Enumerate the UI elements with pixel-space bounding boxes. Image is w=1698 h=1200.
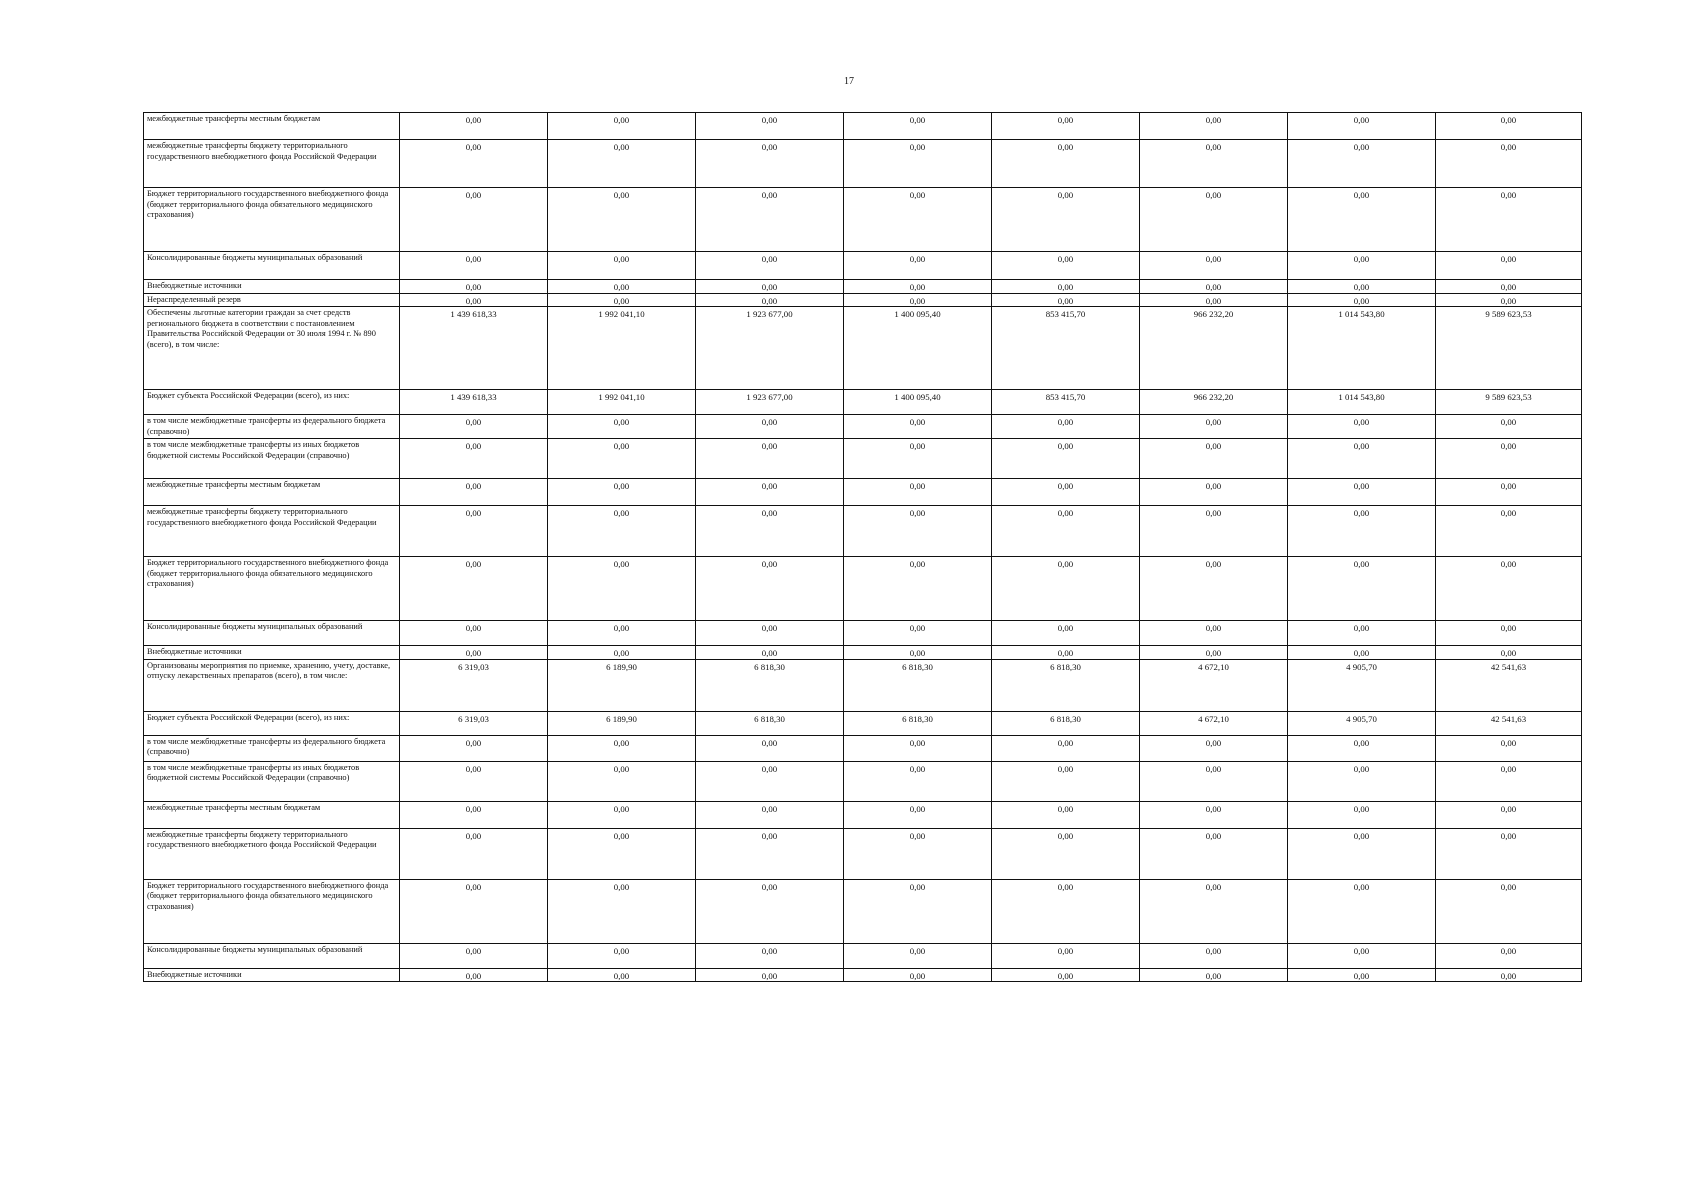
row-value-col-4: 0,00 [844, 280, 992, 294]
row-label: межбюджетные трансферты бюджету территориального государственного внебюджетного фонда Российской Федерации [144, 828, 400, 879]
row-value-col-7: 0,00 [1288, 801, 1436, 828]
row-label: Консолидированные бюджеты муниципальных образований [144, 621, 400, 646]
row-value-col-4: 0,00 [844, 801, 992, 828]
row-value-col-1: 0,00 [400, 280, 548, 294]
row-value-col-4: 0,00 [844, 761, 992, 801]
row-value-col-8: 0,00 [1436, 280, 1582, 294]
row-value-col-6: 0,00 [1140, 140, 1288, 188]
row-value-col-5: 0,00 [992, 646, 1140, 660]
table-row [144, 761, 1582, 801]
page-number: 17 [844, 76, 854, 87]
table-row [144, 307, 1582, 390]
row-value-col-5: 0,00 [992, 801, 1140, 828]
row-value-col-8: 0,00 [1436, 621, 1582, 646]
row-value-col-2: 0,00 [548, 280, 696, 294]
row-value-col-4: 0,00 [844, 506, 992, 557]
row-value-col-7: 0,00 [1288, 415, 1436, 439]
row-value-col-7: 0,00 [1288, 943, 1436, 968]
table-row [144, 943, 1582, 968]
row-value-col-2: 0,00 [548, 879, 696, 943]
row-label: Бюджет территориального государственного внебюджетного фонда (бюджет территориального фонда обязательного медицинского страхования) [144, 879, 400, 943]
row-value-col-3: 0,00 [696, 621, 844, 646]
row-label: в том числе межбюджетные трансферты из иных бюджетов бюджетной системы Российской Федерации (справочно) [144, 439, 400, 479]
row-value-col-1: 0,00 [400, 621, 548, 646]
row-value-col-2: 0,00 [548, 140, 696, 188]
row-value-col-5: 853 415,70 [992, 307, 1140, 390]
row-label: Внебюджетные источники [144, 646, 400, 660]
row-value-col-7: 0,00 [1288, 828, 1436, 879]
row-label: в том числе межбюджетные трансферты из иных бюджетов бюджетной системы Российской Федерации (справочно) [144, 761, 400, 801]
row-value-col-6: 0,00 [1140, 479, 1288, 506]
row-value-col-3: 0,00 [696, 252, 844, 280]
row-value-col-2: 0,00 [548, 557, 696, 621]
row-value-col-3: 0,00 [696, 188, 844, 252]
row-value-col-6: 0,00 [1140, 506, 1288, 557]
row-value-col-1: 1 439 618,33 [400, 307, 548, 390]
row-value-col-1: 6 319,03 [400, 711, 548, 735]
row-value-col-6: 4 672,10 [1140, 659, 1288, 711]
row-value-col-2: 0,00 [548, 828, 696, 879]
row-value-col-2: 0,00 [548, 415, 696, 439]
row-value-col-7: 0,00 [1288, 439, 1436, 479]
row-value-col-8: 0,00 [1436, 557, 1582, 621]
row-value-col-4: 0,00 [844, 140, 992, 188]
row-value-col-6: 0,00 [1140, 280, 1288, 294]
row-value-col-4: 0,00 [844, 557, 992, 621]
table-row [144, 113, 1582, 140]
row-value-col-6: 0,00 [1140, 828, 1288, 879]
row-value-col-7: 4 905,70 [1288, 711, 1436, 735]
row-value-col-5: 0,00 [992, 188, 1140, 252]
table-row [144, 557, 1582, 621]
row-value-col-2: 0,00 [548, 439, 696, 479]
row-value-col-4: 0,00 [844, 293, 992, 307]
row-value-col-7: 0,00 [1288, 761, 1436, 801]
row-value-col-1: 0,00 [400, 943, 548, 968]
row-value-col-3: 0,00 [696, 506, 844, 557]
row-value-col-6: 0,00 [1140, 113, 1288, 140]
row-value-col-3: 0,00 [696, 280, 844, 294]
row-value-col-4: 0,00 [844, 415, 992, 439]
row-value-col-7: 0,00 [1288, 252, 1436, 280]
row-value-col-7: 0,00 [1288, 479, 1436, 506]
row-value-col-3: 0,00 [696, 828, 844, 879]
row-value-col-8: 0,00 [1436, 735, 1582, 761]
row-value-col-8: 0,00 [1436, 415, 1582, 439]
row-label: в том числе межбюджетные трансферты из федерального бюджета (справочно) [144, 735, 400, 761]
row-value-col-6: 4 672,10 [1140, 711, 1288, 735]
row-value-col-6: 0,00 [1140, 735, 1288, 761]
row-value-col-7: 1 014 543,80 [1288, 307, 1436, 390]
row-value-col-1: 0,00 [400, 188, 548, 252]
table-row [144, 293, 1582, 307]
row-value-col-8: 0,00 [1436, 140, 1582, 188]
row-value-col-4: 1 400 095,40 [844, 307, 992, 390]
row-value-col-3: 0,00 [696, 293, 844, 307]
row-value-col-2: 0,00 [548, 293, 696, 307]
row-value-col-5: 0,00 [992, 968, 1140, 982]
row-value-col-6: 0,00 [1140, 293, 1288, 307]
table-row [144, 252, 1582, 280]
row-value-col-6: 0,00 [1140, 188, 1288, 252]
row-value-col-3: 0,00 [696, 879, 844, 943]
row-value-col-5: 0,00 [992, 252, 1140, 280]
row-value-col-6: 0,00 [1140, 621, 1288, 646]
row-label: Консолидированные бюджеты муниципальных образований [144, 943, 400, 968]
row-value-col-2: 6 189,90 [548, 711, 696, 735]
row-value-col-6: 966 232,20 [1140, 390, 1288, 415]
row-value-col-4: 0,00 [844, 252, 992, 280]
row-value-col-1: 0,00 [400, 113, 548, 140]
row-value-col-1: 0,00 [400, 415, 548, 439]
table-row [144, 280, 1582, 294]
row-value-col-3: 0,00 [696, 479, 844, 506]
row-value-col-4: 1 400 095,40 [844, 390, 992, 415]
table-row [144, 439, 1582, 479]
table-row [144, 621, 1582, 646]
row-value-col-1: 0,00 [400, 439, 548, 479]
row-value-col-4: 6 818,30 [844, 711, 992, 735]
table-row [144, 506, 1582, 557]
row-value-col-8: 0,00 [1436, 506, 1582, 557]
row-value-col-3: 0,00 [696, 140, 844, 188]
row-value-col-6: 0,00 [1140, 646, 1288, 660]
table-row [144, 646, 1582, 660]
row-label: межбюджетные трансферты местным бюджетам [144, 479, 400, 506]
row-value-col-4: 0,00 [844, 188, 992, 252]
row-value-col-5: 0,00 [992, 439, 1140, 479]
row-value-col-5: 0,00 [992, 415, 1140, 439]
row-label: в том числе межбюджетные трансферты из федерального бюджета (справочно) [144, 415, 400, 439]
row-value-col-3: 1 923 677,00 [696, 307, 844, 390]
row-value-col-1: 0,00 [400, 801, 548, 828]
row-label: Бюджет территориального государственного внебюджетного фонда (бюджет территориального фонда обязательного медицинского страхования) [144, 188, 400, 252]
row-value-col-8: 0,00 [1436, 801, 1582, 828]
row-value-col-6: 966 232,20 [1140, 307, 1288, 390]
row-value-col-5: 0,00 [992, 943, 1140, 968]
row-value-col-7: 0,00 [1288, 113, 1436, 140]
row-label: Внебюджетные источники [144, 280, 400, 294]
row-value-col-8: 0,00 [1436, 188, 1582, 252]
row-value-col-8: 0,00 [1436, 828, 1582, 879]
row-label: Консолидированные бюджеты муниципальных образований [144, 252, 400, 280]
row-value-col-3: 0,00 [696, 439, 844, 479]
row-value-col-1: 1 439 618,33 [400, 390, 548, 415]
table-row [144, 415, 1582, 439]
row-value-col-4: 0,00 [844, 968, 992, 982]
row-value-col-2: 0,00 [548, 735, 696, 761]
row-value-col-4: 0,00 [844, 646, 992, 660]
table-row [144, 711, 1582, 735]
row-value-col-1: 0,00 [400, 557, 548, 621]
row-value-col-3: 1 923 677,00 [696, 390, 844, 415]
row-value-col-2: 0,00 [548, 252, 696, 280]
row-value-col-6: 0,00 [1140, 879, 1288, 943]
row-value-col-6: 0,00 [1140, 943, 1288, 968]
budget-table-container [143, 112, 1581, 982]
row-value-col-8: 0,00 [1436, 113, 1582, 140]
row-value-col-2: 1 992 041,10 [548, 390, 696, 415]
row-value-col-3: 0,00 [696, 113, 844, 140]
row-value-col-8: 0,00 [1436, 761, 1582, 801]
row-label: Бюджет территориального государственного внебюджетного фонда (бюджет территориального фонда обязательного медицинского страхования) [144, 557, 400, 621]
row-value-col-8: 0,00 [1436, 879, 1582, 943]
row-value-col-3: 6 818,30 [696, 711, 844, 735]
row-label: Бюджет субъекта Российской Федерации (всего), из них: [144, 390, 400, 415]
row-value-col-2: 0,00 [548, 761, 696, 801]
row-value-col-2: 0,00 [548, 506, 696, 557]
row-value-col-7: 0,00 [1288, 879, 1436, 943]
row-value-col-4: 0,00 [844, 735, 992, 761]
row-value-col-7: 0,00 [1288, 646, 1436, 660]
row-value-col-8: 9 589 623,53 [1436, 307, 1582, 390]
row-value-col-6: 0,00 [1140, 439, 1288, 479]
row-value-col-5: 0,00 [992, 280, 1140, 294]
row-value-col-7: 1 014 543,80 [1288, 390, 1436, 415]
row-value-col-7: 0,00 [1288, 293, 1436, 307]
row-value-col-5: 0,00 [992, 621, 1140, 646]
row-value-col-2: 0,00 [548, 188, 696, 252]
row-value-col-8: 42 541,63 [1436, 659, 1582, 711]
row-value-col-8: 0,00 [1436, 646, 1582, 660]
row-value-col-3: 0,00 [696, 801, 844, 828]
row-value-col-7: 0,00 [1288, 280, 1436, 294]
row-value-col-7: 4 905,70 [1288, 659, 1436, 711]
row-value-col-1: 0,00 [400, 968, 548, 982]
row-value-col-4: 6 818,30 [844, 659, 992, 711]
row-label: межбюджетные трансферты местным бюджетам [144, 113, 400, 140]
row-value-col-8: 0,00 [1436, 293, 1582, 307]
row-value-col-1: 0,00 [400, 479, 548, 506]
row-value-col-7: 0,00 [1288, 735, 1436, 761]
table-row [144, 801, 1582, 828]
row-value-col-4: 0,00 [844, 943, 992, 968]
row-value-col-1: 0,00 [400, 735, 548, 761]
row-value-col-1: 0,00 [400, 140, 548, 188]
row-value-col-1: 0,00 [400, 252, 548, 280]
row-value-col-4: 0,00 [844, 879, 992, 943]
row-value-col-3: 0,00 [696, 761, 844, 801]
row-value-col-2: 0,00 [548, 113, 696, 140]
row-value-col-6: 0,00 [1140, 252, 1288, 280]
row-value-col-8: 0,00 [1436, 943, 1582, 968]
row-value-col-6: 0,00 [1140, 761, 1288, 801]
row-value-col-8: 0,00 [1436, 479, 1582, 506]
row-value-col-1: 0,00 [400, 879, 548, 943]
row-value-col-7: 0,00 [1288, 140, 1436, 188]
row-value-col-5: 0,00 [992, 293, 1140, 307]
row-value-col-8: 0,00 [1436, 252, 1582, 280]
row-value-col-4: 0,00 [844, 479, 992, 506]
table-row [144, 879, 1582, 943]
row-value-col-4: 0,00 [844, 439, 992, 479]
row-value-col-8: 42 541,63 [1436, 711, 1582, 735]
row-value-col-1: 0,00 [400, 646, 548, 660]
table-row [144, 479, 1582, 506]
row-value-col-3: 0,00 [696, 735, 844, 761]
row-value-col-3: 0,00 [696, 646, 844, 660]
table-row [144, 140, 1582, 188]
row-value-col-3: 0,00 [696, 968, 844, 982]
row-value-col-2: 6 189,90 [548, 659, 696, 711]
row-value-col-4: 0,00 [844, 113, 992, 140]
row-value-col-5: 0,00 [992, 761, 1140, 801]
row-value-col-8: 0,00 [1436, 439, 1582, 479]
row-value-col-5: 0,00 [992, 479, 1140, 506]
row-value-col-1: 0,00 [400, 506, 548, 557]
row-label: Внебюджетные источники [144, 968, 400, 982]
row-value-col-7: 0,00 [1288, 188, 1436, 252]
row-value-col-2: 0,00 [548, 479, 696, 506]
table-row [144, 659, 1582, 711]
budget-table [143, 112, 1582, 982]
row-value-col-7: 0,00 [1288, 968, 1436, 982]
row-value-col-1: 6 319,03 [400, 659, 548, 711]
row-label: межбюджетные трансферты бюджету территориального государственного внебюджетного фонда Российской Федерации [144, 506, 400, 557]
row-value-col-5: 0,00 [992, 828, 1140, 879]
row-value-col-3: 0,00 [696, 943, 844, 968]
row-value-col-2: 0,00 [548, 646, 696, 660]
row-value-col-2: 0,00 [548, 943, 696, 968]
row-value-col-8: 9 589 623,53 [1436, 390, 1582, 415]
row-value-col-6: 0,00 [1140, 415, 1288, 439]
row-value-col-7: 0,00 [1288, 621, 1436, 646]
row-value-col-5: 853 415,70 [992, 390, 1140, 415]
table-row [144, 828, 1582, 879]
row-value-col-1: 0,00 [400, 293, 548, 307]
row-value-col-5: 0,00 [992, 879, 1140, 943]
row-value-col-3: 6 818,30 [696, 659, 844, 711]
row-value-col-2: 0,00 [548, 801, 696, 828]
row-value-col-5: 0,00 [992, 735, 1140, 761]
row-value-col-3: 0,00 [696, 557, 844, 621]
row-value-col-1: 0,00 [400, 761, 548, 801]
row-value-col-4: 0,00 [844, 621, 992, 646]
row-value-col-5: 0,00 [992, 557, 1140, 621]
table-row [144, 188, 1582, 252]
table-row [144, 735, 1582, 761]
row-value-col-5: 6 818,30 [992, 659, 1140, 711]
row-value-col-2: 1 992 041,10 [548, 307, 696, 390]
row-label: межбюджетные трансферты местным бюджетам [144, 801, 400, 828]
row-value-col-5: 0,00 [992, 113, 1140, 140]
row-value-col-5: 0,00 [992, 506, 1140, 557]
row-value-col-7: 0,00 [1288, 506, 1436, 557]
row-label: межбюджетные трансферты бюджету территориального государственного внебюджетного фонда Российской Федерации [144, 140, 400, 188]
row-value-col-8: 0,00 [1436, 968, 1582, 982]
row-value-col-5: 0,00 [992, 140, 1140, 188]
table-row [144, 390, 1582, 415]
row-value-col-5: 6 818,30 [992, 711, 1140, 735]
row-label: Организованы мероприятия по приемке, хранению, учету, доставке, отпуску лекарственных препаратов (всего), в том числе: [144, 659, 400, 711]
row-value-col-6: 0,00 [1140, 801, 1288, 828]
row-label: Бюджет субъекта Российской Федерации (всего), из них: [144, 711, 400, 735]
row-value-col-6: 0,00 [1140, 557, 1288, 621]
budget-table-body [144, 113, 1582, 982]
row-value-col-1: 0,00 [400, 828, 548, 879]
table-row [144, 968, 1582, 982]
row-label: Нераспределенный резерв [144, 293, 400, 307]
row-value-col-2: 0,00 [548, 968, 696, 982]
row-label: Обеспечены льготные категории граждан за счет средств регионального бюджета в соответствии с постановлением Правительства Российской Федерации от 30 июля 1994 г. № 890 (всего), в том числе: [144, 307, 400, 390]
row-value-col-4: 0,00 [844, 828, 992, 879]
row-value-col-3: 0,00 [696, 415, 844, 439]
row-value-col-7: 0,00 [1288, 557, 1436, 621]
row-value-col-2: 0,00 [548, 621, 696, 646]
row-value-col-6: 0,00 [1140, 968, 1288, 982]
